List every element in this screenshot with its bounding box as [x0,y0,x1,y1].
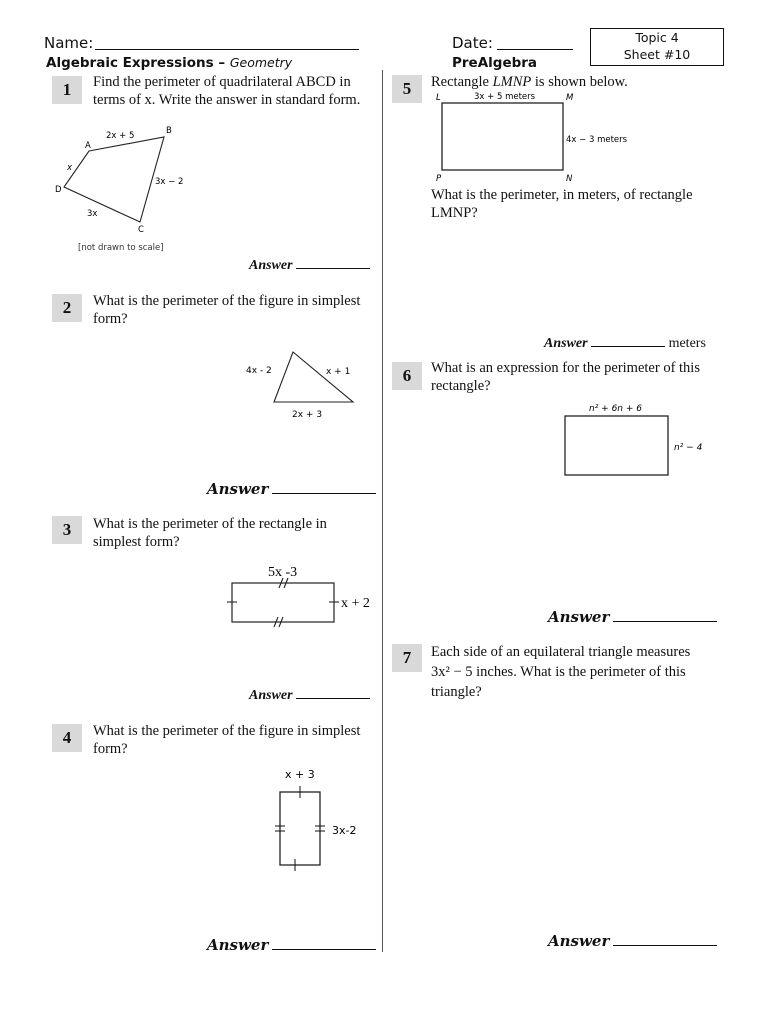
question-number-7: 7 [392,644,422,672]
rectangle-shape-6 [565,416,668,475]
rect5-top-label: 3x + 5 meters [474,92,536,102]
vertex-a-label: A [85,141,91,151]
rect3-top-label: 5x -3 [268,565,298,580]
q5-prefix: Rectangle [431,74,493,90]
question-number-4: 4 [52,724,82,752]
worksheet-subtitle: Geometry [229,55,293,70]
question-number-1: 1 [52,76,82,104]
answer-6 [548,608,717,627]
question-text-3: What is the perimeter of the rectangle in simplest form? [93,516,327,550]
not-to-scale-note: [not drawn to scale] [78,243,164,253]
q5-suffix: is shown below. [531,74,628,90]
answer-7 [548,932,717,951]
rect4-top-label: x + 3 [285,768,315,781]
answer-label-4: Answer [207,936,269,954]
answer-line-7[interactable] [613,945,717,946]
topic-label: Topic 4 [635,30,679,45]
rect4-right-label: 3x-2 [332,824,357,837]
rect6-top-label: n² + 6n + 6 [589,404,642,414]
answer-label-6: Answer [548,608,610,626]
q5-rect-name: LMNP [492,74,532,90]
question-text-2: What is the perimeter of the figure in simplest form? [93,293,361,327]
answer-unit-5: meters [668,336,706,351]
side-da-label: x [67,163,73,173]
sheet-label: Sheet #10 [623,47,691,62]
side-cd-label: 3x [87,209,98,219]
question-number-5: 5 [392,75,422,103]
question-number-6: 6 [392,362,422,390]
question-text-1: Find the perimeter of quadrilateral ABCD in terms of x. Write the answer in standard form. [93,74,361,108]
q7-text-1: Each side of an equilateral triangle measures [431,644,691,660]
rectangle-shape-4 [280,792,320,865]
side-ab-label: 2x + 5 [106,131,135,141]
q7-text-2: inches. What is the perimeter of this triangle? [431,664,686,700]
rect3-right-label: x + 2 [341,596,370,611]
answer-line-4[interactable] [272,949,376,950]
corner-n-label: N [566,174,573,184]
worksheet-title-main: Algebraic Expressions [46,55,214,71]
date-label: Date: [452,34,493,52]
corner-p-label: P [436,174,442,184]
triangle-left-label: 4x - 2 [246,366,272,376]
question-text-5: What is the perimeter, in meters, of rectangle LMNP? [431,187,693,221]
triangle-right-label: x + 1 [326,367,351,377]
question-number-3: 3 [52,516,82,544]
name-label: Name: [44,34,94,52]
answer-label-2: Answer [207,480,269,498]
answer-label-3: Answer [249,688,293,703]
vertex-c-label: C [138,225,144,235]
triangle-bottom-label: 2x + 3 [292,410,323,420]
answer-4 [207,936,376,955]
question-text-6: What is an expression for the perimeter of this rectangle? [431,360,700,394]
question-text-4: What is the perimeter of the figure in simplest form? [93,723,361,757]
corner-m-label: M [566,93,574,103]
answer-label-5: Answer [544,336,588,351]
corner-l-label: L [436,93,441,103]
answer-label-7: Answer [548,932,610,950]
vertex-b-label: B [166,126,172,136]
rectangle-figure-6 [0,0,770,490]
side-bc-label: 3x − 2 [155,177,184,187]
rect6-right-label: n² − 4 [674,443,703,453]
question-text-7 [431,642,719,702]
answer-line-6[interactable] [613,621,717,622]
title-dash: – [213,55,230,71]
rect5-right-label: 4x − 3 meters [566,135,628,145]
q7-expression: 3x² − 5 [431,664,473,680]
vertex-d-label: D [55,185,62,195]
course-label: PreAlgebra [452,55,538,71]
answer-label-1: Answer [249,258,293,273]
question-number-2: 2 [52,294,82,322]
